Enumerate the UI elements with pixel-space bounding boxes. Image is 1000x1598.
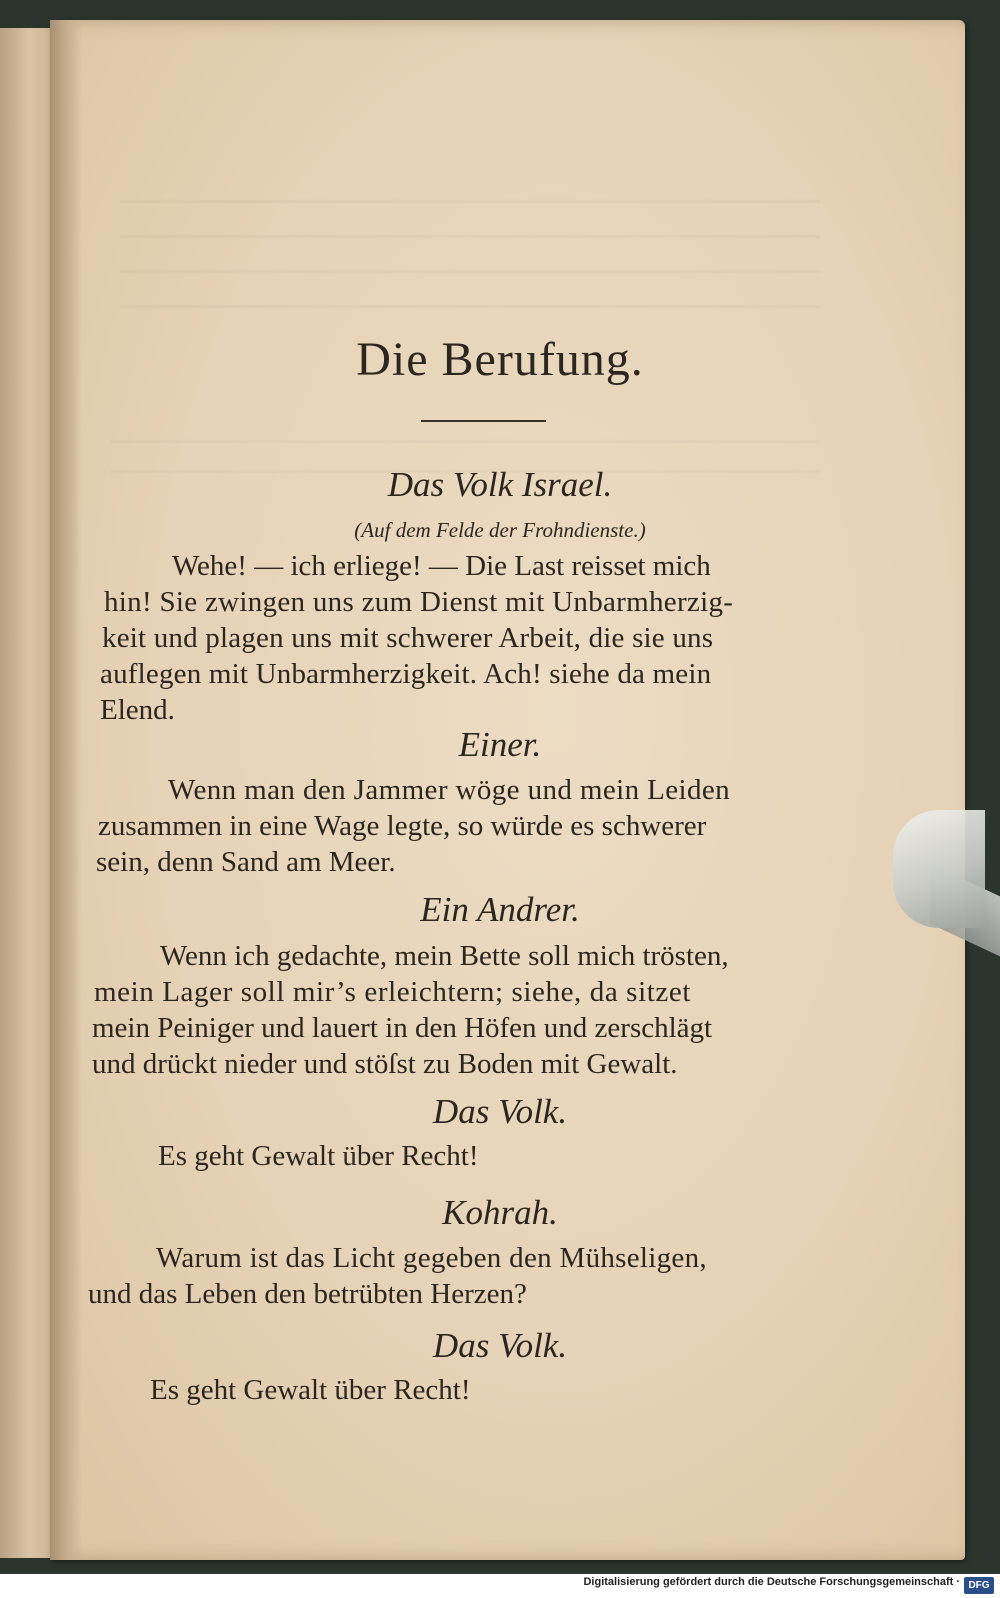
dfg-logo: DFG — [964, 1577, 994, 1594]
stage-direction — [0, 518, 1000, 543]
text-line: keit und plagen uns mit schwerer Arbeit, die sie uns — [102, 622, 714, 654]
text-line: Wehe! — ich erliege! — Die Last reisset mich — [172, 550, 711, 582]
funding-credit: Digitalisierung gefördert durch die Deutsche Forschungsgemeinschaft · — [583, 1576, 960, 1588]
glass-page-weight — [893, 810, 985, 928]
speaker-heading: Das Volk Israel. — [387, 465, 613, 504]
stage-direction-text: (Auf dem Felde der Frohndienste.) — [354, 518, 646, 542]
show-through-texture — [120, 200, 820, 320]
speaker-heading: Kohrah. — [442, 1193, 558, 1232]
text-line: auflegen mit Unbarmherzigkeit. Ach! siehe da mein — [100, 658, 712, 690]
speaker-heading: Ein Andrer. — [420, 890, 580, 929]
text-line: Wenn ich gedachte, mein Bette soll mich trösten, — [160, 940, 729, 972]
title-rule — [421, 420, 546, 422]
page-title: Die Berufung. — [356, 333, 644, 386]
text-line: und das Leben den betrübten Herzen? — [88, 1278, 527, 1310]
text-line: Elend. — [100, 694, 175, 726]
text-line: mein Peiniger und lauert in den Höfen und zerschlägt — [92, 1012, 713, 1044]
text-line: Es geht Gewalt über Recht! — [150, 1374, 471, 1406]
footer-bar — [0, 1574, 1000, 1598]
speaker-heading: Das Volk. — [432, 1092, 568, 1131]
speaker-heading: Einer. — [458, 725, 542, 764]
text-line: und drückt nieder und stöſst zu Boden mit Gewalt. — [92, 1048, 678, 1080]
text-line: Warum ist das Licht gegeben den Mühseligen, — [156, 1242, 707, 1274]
text-line: sein, denn Sand am Meer. — [96, 846, 396, 878]
text-line: hin! Sie zwingen uns zum Dienst mit Unbarmherzig- — [104, 586, 734, 618]
text-line: zusammen in eine Wage legte, so würde es schwerer — [98, 810, 707, 842]
text-line: Es geht Gewalt über Recht! — [158, 1140, 479, 1172]
text-line: mein Lager soll mir’s erleichtern; siehe, da sitzet — [94, 976, 691, 1008]
speaker-heading: Das Volk. — [432, 1326, 568, 1365]
text-line: Wenn man den Jammer wöge und mein Leiden — [168, 774, 731, 806]
